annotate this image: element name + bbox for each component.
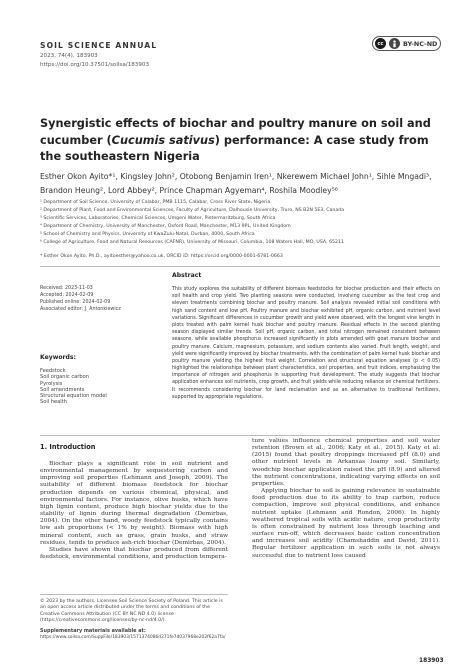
paragraph: Applying biochar to soil is gaining relevance in sustainable food production due to its ability to trap carbon, reduce compaction, improve soil physical conditions, and enhance nutrient uptake (Lehmann and Rondon, 2006). In highly weathered tropical soils with acidic nature, crop productivity is often constrained by nutrient loss through leaching and surface run-off, which decreases basic cation concentration and increases soil acidity (Chamshaddin and David, 2011). Regular fertilizer application in such soils is not always successful due to nutrient loss caused (252, 488, 440, 559)
accepted-date: Accepted: 2024-02-09 (40, 293, 94, 298)
affiliation-4: ⁴ Department of Chemistry, University of Manchester, Oxford Road, Manchester, M13 9PL, United Kingdom (40, 224, 291, 229)
divider (40, 266, 440, 267)
footer-divider (40, 594, 228, 595)
keyword: Structural equation model (40, 393, 107, 400)
affiliation-3: ³ Scientific Services, Laboratories, Chemical Sciences, Umgeni Water, Pietermaritzburg, South Africa (40, 216, 276, 221)
license-badge[interactable] (372, 36, 441, 51)
author-list: Esther Okon Ayito*¹, Kingsley John², Otobong Benjamin Iren¹, Nkerewem Michael John¹, Sihle Mngadi³, Brandon Heung², Lord Abbey², Prince Chapman Agyeman⁴, Roshila Moodley⁵⁶ (40, 172, 432, 195)
keyword: Pyrolysis (40, 380, 63, 387)
person-icon (389, 38, 400, 49)
affiliation-6: ⁶ College of Agriculture, Food and Natural Resources (CAFNR), University of Missouri, Columbia, 108 Waters Hall, MO, USA, 65211 (40, 240, 344, 245)
keyword: Feedstock (40, 368, 66, 374)
intro-right-column (252, 438, 440, 560)
paragraph: ture values influence chemical properties and soil water retention (Brown et al., 2006; Katy et al., 2015). Katy et al. (2015) found that poultry droppings increased pH (8.0) and other nutrient levels in Arkansas loamy soil. Similarly, woodchip biochar application raised the pH (8.9) and altered the nutrient concentrations, indicating varying effects on soil properties. (252, 438, 440, 487)
keywords-heading: Keywords: (40, 354, 76, 361)
page-number: 183903 (419, 658, 444, 664)
article-title: Synergistic effects of biochar and poultry manure on soil and cucumber (Cucumis sativus) performance: A case study from the southeastern Nigeria (40, 117, 431, 163)
supplementary-heading: Supplementary materials available at: (40, 628, 146, 634)
affiliation-5: ⁵ School of Chemistry and Physics, University of KwaZulu-Natal, Durban, 4000, South Africa (40, 232, 255, 237)
copyright-notice: © 2023 by the authors. Licensee Soil Science Society of Poland. This article is an open access article distributed under the terms and conditions of the Creative Commons Attribution (CC BY NC ND 4.0) license (https://creativecommons.org/licenses/by-nc-nd/4.0/). (40, 599, 223, 624)
associated-editor: Associated editor: J. Antonkiewicz (40, 307, 121, 312)
keyword: Soil health (40, 399, 67, 406)
paragraph: Studies have shown that biochar produced from different feedstock, environmental conditions, and production tempera- (40, 546, 228, 561)
affiliation-2: ² Department of Plant, Food and Environmental Sciences, Faculty of Agriculture, Dalhousie University, Truro, NS B2N 5E3, Canada (40, 208, 345, 213)
keyword: Soil organic carbon (40, 374, 89, 381)
received-date: Received: 2023-11-03 (40, 286, 93, 291)
paragraph: Biochar plays a significant role in soil nutrient and environmental management by sequestering carbon and improving soil properties (Lehmann and Joseph, 2009). The suitability of different biomass feedstock for biochar production depends on various chemical, physical, and environmental factors. For instance, olive husks, which have high lignin content, produce high biochar yields due to the stability of lignin during thermal degradation (Demirbas, 2004). On the other hand, woody feedstock typically contains low ash proportions (< 1% by weight). Biomass with high mineral content, such as grass, grain husks, and straw residues, tends to produce ash-rich biochar (Demirbas, 2004). (40, 461, 228, 546)
abstract-text: This study explores the suitability of different biomass feedstocks for biochar production and their effects on soil health and crop yield. Two planting seasons were conducted, involving cucumber as the test crop and eleven treatments combining biochar and poultry manure. Soil analysis revealed initial soil conditions with high sand content and low pH. Poultry manure and biochar exhibited pH, organic carbon, and nutrient level variations. Significant differences in cucumber growth and yield were observed, with the longest vine length in plots treated with palm kernel husk biochar and poultry manure. Residual effects in the second planting season displayed similar trends. Soil pH, organic carbon, and total nitrogen remained consistent between seasons, while available phosphorus increased significantly in plots amended with goat manure biochar and poultry manure. Calcium, magnesium, potassium, and sodium contents also varied. Fruit length, weight, and yield were significantly improved by biochar treatments, with the combination of palm kernel husk biochar and poultry manure yielding the highest fruit weight. Correlation and structural equation analyses (p < 0.05) highlighted the relationships between plant characteristics, soil properties, and fruit indices, emphasizing the importance of nitrogen and phosphorus in supporting fruit development. The study suggests that biochar application enhances soil nutrients, crop growth, and fruit yields while reducing reliance on chemical fertilizers. It recommends considering biochar for land reclamation and as an alternative to traditional fertilizers, supported by appropriate regulations. (172, 287, 440, 400)
cc-icon: cc (375, 38, 386, 49)
journal-volume: 2023, 74(4), 183903 (40, 53, 98, 59)
keyword: Soil amendments (40, 386, 85, 393)
abstract-heading: Abstract (172, 272, 202, 279)
affiliation-1: ¹ Department of Soil Science, University of Calabar, PMB 1115, Calabar, Cross River State, Nigeria (40, 200, 271, 205)
divider (40, 435, 440, 436)
doi-link[interactable]: https://doi.org/10.37501/soilsa/183903 (40, 62, 150, 68)
keywords-list (40, 368, 107, 406)
published-date: Published online: 2024-02-09 (40, 300, 111, 305)
intro-left-column (40, 461, 228, 561)
introduction-heading: 1. Introduction (40, 443, 96, 451)
journal-name: SOIL SCIENCE ANNUAL (40, 41, 158, 50)
supplementary-link[interactable]: https://www.soilsa.com/SuppFile/183903/1571374086d271fe7d037968e202f62a7fa/ (40, 635, 226, 640)
license-label: BY-NC-ND (403, 39, 438, 48)
corresponding-author: * Esther Okon Ayito, Ph.D., ayitoesther@yahoo.co.uk, ORCID iD: https://orcid.org/0000-0001-6781-0663 (40, 254, 283, 259)
